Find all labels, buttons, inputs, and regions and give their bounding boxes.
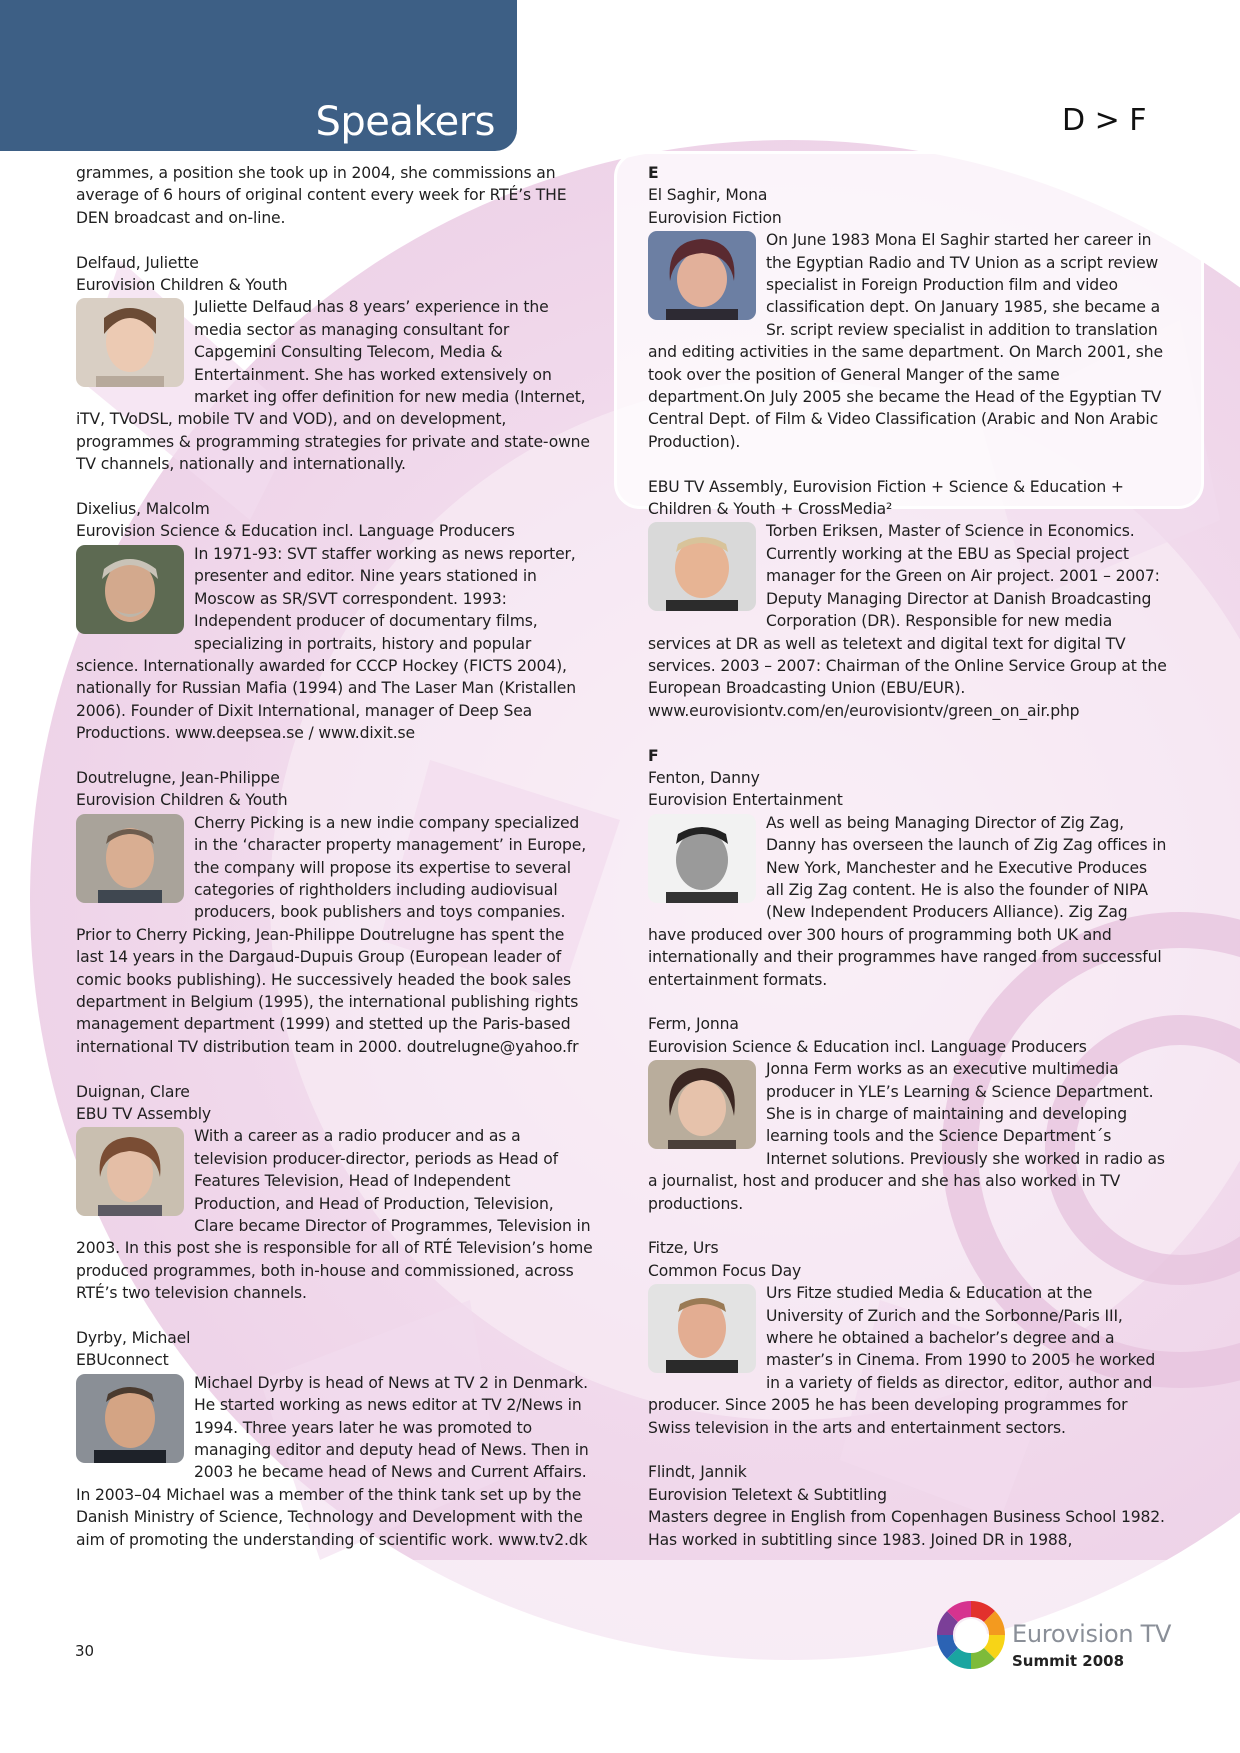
logo-name: Eurovision TV: [1012, 1620, 1172, 1648]
speaker-role: Common Focus Day: [648, 1261, 802, 1280]
speaker-bio: With a career as a radio producer and as a television producer-director, periods as Head of Features Television, Head of Independent Production, and Head of Production, Television, Clare became Director of Programmes, Television in 2003. In this post she is responsible for all of RTÉ Television’s home produced programmes, both in-house and commissioned, across RTÉ’s two television channels.: [76, 1127, 593, 1303]
section-letter-e: E: [648, 164, 659, 182]
speaker-name: Fenton, Danny: [648, 768, 760, 787]
portrait-photo: [648, 1284, 756, 1373]
speaker-name: Dyrby, Michael: [76, 1329, 191, 1348]
speaker-role: Eurovision Science & Education incl. Language Producers: [76, 522, 515, 541]
portrait-photo: [648, 522, 756, 611]
portrait-photo: [76, 545, 184, 634]
speaker-role: Eurovision Science & Education incl. Language Producers: [648, 1037, 1087, 1056]
speaker-role: Eurovision Teletext & Subtitling: [648, 1485, 887, 1504]
speaker-entry: [76, 498, 596, 744]
speaker-bio: Cherry Picking is a new indie company specialized in the ‘character property management’ in Europe, the company will propose its expertise to several categories of rightholders including audiovisual producers, book publishers and toys companies. Prior to Cherry Picking, Jean-Philippe Doutrelugne has spent the last 14 years in the Dargaud-Dupuis Group (European leader of comic books publishing). He successively headed the book sales department in Belgium (1995), the international publishing rights management department (1999) and stetted up the Paris-based international TV distribution team in 2000. doutrelugne@yahoo.fr: [76, 813, 587, 1056]
speaker-bio: Jonna Ferm works as an executive multimedia producer in YLE’s Learning & Science Department. She is in charge of maintaining and developing learning tools and the Science Department´s Internet solutions. Previously she worked in radio as a journalist, host and producer and she has also worked in TV productions.: [648, 1060, 1165, 1213]
eurovision-logo: [934, 1598, 1172, 1678]
portrait-photo: [76, 1127, 184, 1216]
speaker-entry: [648, 1237, 1168, 1439]
portrait-photo: [76, 1374, 184, 1463]
speaker-name: Duignan, Clare: [76, 1082, 190, 1101]
speaker-entry: [648, 184, 1168, 453]
speaker-role: EBUconnect: [76, 1351, 169, 1370]
page-title: Speakers: [315, 99, 495, 145]
portrait-photo: [76, 814, 184, 903]
section-header-tab: [0, 0, 517, 151]
speaker-bio: In 1971-93: SVT staffer working as news reporter, presenter and editor. Nine years stationed in Moscow as SR/SVT correspondent. 1993: Independent producer of documentary films, specializing in portraits, history and popular science. Internationally awarded for CCCP Hockey (FICTS 2004), nationally for Russian Mafia (1994) and The Laser Man (Kristallen 2006). Founder of Dixit International, manager of Deep Sea Productions. www.deepsea.se / www.dixit.se: [76, 544, 576, 743]
portrait-photo: [648, 231, 756, 320]
speaker-name: Flindt, Jannik: [648, 1463, 747, 1482]
speaker-entry: [76, 767, 596, 1058]
speaker-name: Dixelius, Malcolm: [76, 500, 210, 519]
speaker-bio: Michael Dyrby is head of News at TV 2 in Denmark. He started working as news editor at TV 2/News in 1994. Three years later he was promoted to managing editor and deputy head of News. Then in 2003 he became head of News and Current Affairs. In 2003–04 Michael was a member of the think tank set up by the Danish Ministry of Science, Technology and Development with the aim of promoting the understanding of scientific work. www.tv2.dk: [76, 1373, 589, 1549]
right-column: [648, 162, 1168, 1602]
portrait-photo: [76, 298, 184, 387]
speaker-name: El Saghir, Mona: [648, 186, 768, 205]
speaker-role: Eurovision Fiction: [648, 208, 782, 227]
speaker-bio: Urs Fitze studied Media & Education at the University of Zurich and the Sorbonne/Paris III, where he obtained a bachelor’s degree and a master’s in Cinema. From 1990 to 2005 he worked in a variety of fields as director, editor, author and producer. Since 2005 he has been developing programmes for Swiss television in the arts and entertainment sectors.: [648, 1284, 1156, 1437]
speaker-bio: Torben Eriksen, Master of Science in Economics. Currently working at the EBU as Special project manager for the Green on Air project. 2001 – 2007: Deputy Managing Director at Danish Broadcasting Corporation (DR). Responsible for new media services at DR as well as teletext and digital text for digital TV services. 2003 – 2007: Chairman of the Online Service Group at the European Broadcasting Union (EBU/EUR). www.eurovisiontv.com/en/eurovisiontv/green_on_air.php: [648, 522, 1167, 720]
speaker-role: EBU TV Assembly: [76, 1105, 211, 1123]
speaker-entry: [76, 1327, 596, 1551]
section-letter-f: F: [648, 746, 659, 765]
continuation-text: grammes, a position she took up in 2004, she commissions an average of 6 hours of original content every week for RTÉ’s THE DEN broadcast and on-line.: [76, 164, 567, 227]
speaker-bio: Juliette Delfaud has 8 years’ experience in the media sector as managing consultant for Capgemini Consulting Telecom, Media & Entertainment. She has worked extensively on market ing offer definition for new media (Internet, iTV, TVoDSL, mobile TV and VOD), and on development, programmes & programming strategies for private and state-owne TV channels, nationally and internationally.: [76, 298, 590, 474]
speaker-role: Eurovision Children & Youth: [76, 276, 288, 295]
speaker-name: Doutrelugne, Jean-Philippe: [76, 768, 280, 787]
speaker-bio: Masters degree in English from Copenhagen Business School 1982. Has worked in subtitling since 1983. Joined DR in 1988,: [648, 1508, 1165, 1549]
speaker-role: Eurovision Entertainment: [648, 791, 843, 810]
logo-subtitle: Summit 2008: [1012, 1652, 1125, 1670]
speaker-entry: [76, 252, 596, 476]
left-column: [76, 162, 596, 1602]
section-range: D > F: [1062, 103, 1147, 138]
speaker-entry: [648, 1013, 1168, 1215]
speaker-name: Delfaud, Juliette: [76, 253, 199, 272]
speaker-entry: [76, 1081, 596, 1305]
page-number: 30: [75, 1642, 95, 1660]
portrait-photo: [648, 1060, 756, 1149]
speaker-name: Fitze, Urs: [648, 1239, 719, 1258]
eurovision-wheel-icon: [934, 1598, 1008, 1672]
speaker-entry: [648, 1461, 1168, 1551]
speaker-role: Eurovision Children & Youth: [76, 791, 288, 810]
speaker-entry: [648, 767, 1168, 991]
speaker-bio: As well as being Managing Director of Zig Zag, Danny has overseen the launch of Zig Zag offices in New York, Manchester and he Executive Produces all Zig Zag content. He is also the founder of NIPA (New Independent Producers Alliance). Zig Zag have produced over 300 hours of programming both UK and internationally and their programmes have ranged from successful entertainment formats.: [648, 813, 1167, 989]
portrait-photo: [648, 814, 756, 903]
speaker-role: EBU TV Assembly, Eurovision Fiction + Science & Education + Children & Youth + CrossMedia²: [648, 477, 1124, 519]
speaker-entry: [648, 476, 1168, 722]
speaker-name: Ferm, Jonna: [648, 1015, 739, 1034]
speaker-bio: On June 1983 Mona El Saghir started her career in the Egyptian Radio and TV Union as a script review specialist in Foreign Production film and video classification dept. On January 1985, she became a Sr. script review specialist in addition to translation and editing activities in the same department. On March 2001, she took over the position of General Manger of the same department.On July 2005 she became the Head of the Egyptian TV Central Dept. of Film & Video Classification (Arabic and Non Arabic Production).: [648, 231, 1163, 451]
